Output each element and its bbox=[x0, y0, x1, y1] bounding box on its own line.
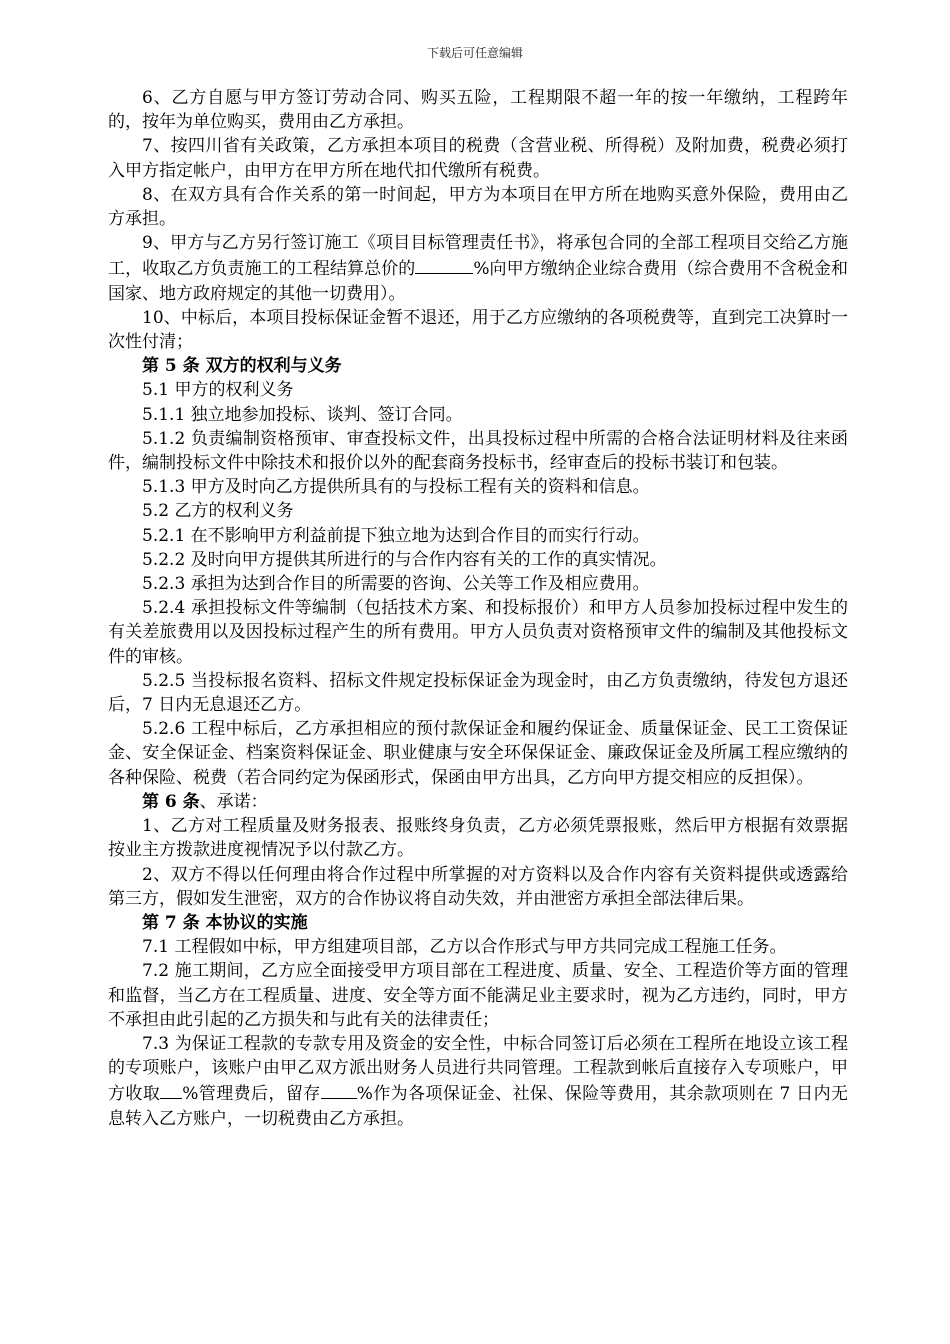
clause-9 bbox=[108, 231, 848, 306]
section-5-2-4: 5.2.4 承担投标文件等编制（包括技术方案、和投标报价）和甲方人员参加投标过程中发生的有关差旅费用以及因投标过程产生的所有费用。甲方人员负责对资格预审文件的编制及其他投标文件的审核。 bbox=[108, 598, 848, 667]
section-5-1-3: 5.1.3 甲方及时向乙方提供所具有的与投标工程有关的资料和信息。 bbox=[142, 477, 650, 498]
clause-7: 7、按四川省有关政策，乙方承担本项目的税费（含营业税、所得税）及附加费，税费必须打入甲方指定帐户，由甲方在甲方所在地代扣代缴所有税费。 bbox=[108, 136, 848, 181]
document-body bbox=[108, 86, 848, 1131]
section-7-1: 7.1 工程假如中标，甲方组建项目部，乙方以合作形式与甲方共同完成工程施工任务。 bbox=[142, 937, 787, 958]
clause-9-part-a: 9、甲方与乙方另行签订施工《项目目标管理责任书》，将承包合同的全部工程项目交给乙方施工，收取乙方负责施工的工程结算总价的 bbox=[108, 233, 848, 280]
section-5-1: 5.1 甲方的权利义务 bbox=[142, 380, 294, 401]
management-fee-blank bbox=[160, 1080, 182, 1099]
page-header: 下载后可任意编辑 bbox=[426, 46, 523, 60]
section-5-2-1: 5.2.1 在不影响甲方利益前提下独立地为达到合作目的而实行行动。 bbox=[142, 525, 650, 546]
section-7-2: 7.2 施工期间，乙方应全面接受甲方项目部在工程进度、质量、安全、工程造价等方面的管理和监督，当乙方在工程质量、进度、安全等方面不能满足业主要求时，视为乙方违约，同时，甲方不承担由此引起的乙方损失和与此有关的法律责任； bbox=[108, 961, 848, 1030]
article-6-title: 、承诺： bbox=[199, 791, 268, 812]
clause-6: 6、乙方自愿与甲方签订劳动合同、购买五险，工程期限不超一年的按一年缴纳，工程跨年的，按年为单位购买，费用由乙方承担。 bbox=[108, 88, 848, 133]
section-5-1-2: 5.1.2 负责编制资格预审、审查投标文件，出具投标过程中所需的合格合法证明材料及往来函件，编制投标文件中除技术和报价以外的配套商务投标书，经审查后的投标书装订和包装。 bbox=[108, 428, 848, 474]
fee-percent-blank bbox=[415, 255, 473, 274]
section-5-2: 5.2 乙方的权利义务 bbox=[142, 501, 294, 522]
clause-8: 8、在双方具有合作关系的第一时间起，甲方为本项目在甲方所在地购买意外保险，费用由乙方承担。 bbox=[108, 184, 848, 230]
promise-2: 2、双方不得以任何理由将合作过程中所掌握的对方资料以及合作内容有关资料提供或透露给第三方，假如发生泄密，双方的合作协议将自动失效，并由泄密方承担全部法律后果。 bbox=[108, 864, 848, 909]
section-5-2-2: 5.2.2 及时向甲方提供其所进行的与合作内容有关的工作的真实情况。 bbox=[142, 549, 667, 570]
retention-percent-blank bbox=[321, 1080, 357, 1099]
section-7-3 bbox=[108, 1032, 848, 1131]
section-7-3-part-c: %作为各项保证金、社保、保险等费用，其余款项则在 7 日内无息转入乙方账户，一切税费由乙方承担。 bbox=[108, 1084, 849, 1129]
article-5-heading: 第 5 条 双方的权利与义务 bbox=[142, 356, 342, 377]
article-7-heading: 第 7 条 本协议的实施 bbox=[142, 912, 308, 933]
article-6-number: 第 6 条 bbox=[142, 791, 200, 812]
section-7-3-part-a: 7.3 为保证工程款的专款专用及资金的安全性，中标合同签订后必须在工程所在地设立该工程的专项账户，该账户由甲乙双方派出财务人员进行共同管理。工程款到帐后直接存入专项账户，甲方收取 bbox=[108, 1033, 848, 1105]
section-5-2-6: 5.2.6 工程中标后，乙方承担相应的预付款保证金和履约保证金、质量保证金、民工工资保证金、安全保证金、档案资料保证金、职业健康与安全环保保证金、廉政保证金及所属工程应缴纳的各种保险、税费（若合同约定为保函形式，保函由甲方出具，乙方向甲方提交相应的反担保）。 bbox=[108, 719, 848, 788]
section-5-2-5: 5.2.5 当投标报名资料、招标文件规定投标保证金为现金时，由乙方负责缴纳，待发包方退还后，7 日内无息退还乙方。 bbox=[108, 670, 848, 716]
section-7-3-part-b: %管理费后，留存 bbox=[182, 1084, 321, 1105]
promise-1: 1、乙方对工程质量及财务报表、报账终身负责，乙方必须凭票报账，然后甲方根据有效票据按业主方拨款进度视情况予以付款乙方。 bbox=[108, 816, 848, 861]
article-6-heading bbox=[108, 790, 848, 814]
clause-9-part-b: %向甲方缴纳企业综合费用（综合费用不含税金和国家、地方政府规定的其他一切费用）。 bbox=[108, 259, 848, 304]
section-5-2-3: 5.2.3 承担为达到合作目的所需要的咨询、公关等工作及相应费用。 bbox=[142, 574, 650, 595]
clause-10: 10、中标后，本项目投标保证金暂不退还，用于乙方应缴纳的各项税费等，直到完工决算时一次性付清； bbox=[108, 307, 848, 353]
section-5-1-1: 5.1.1 独立地参加投标、谈判、签订合同。 bbox=[142, 404, 463, 425]
